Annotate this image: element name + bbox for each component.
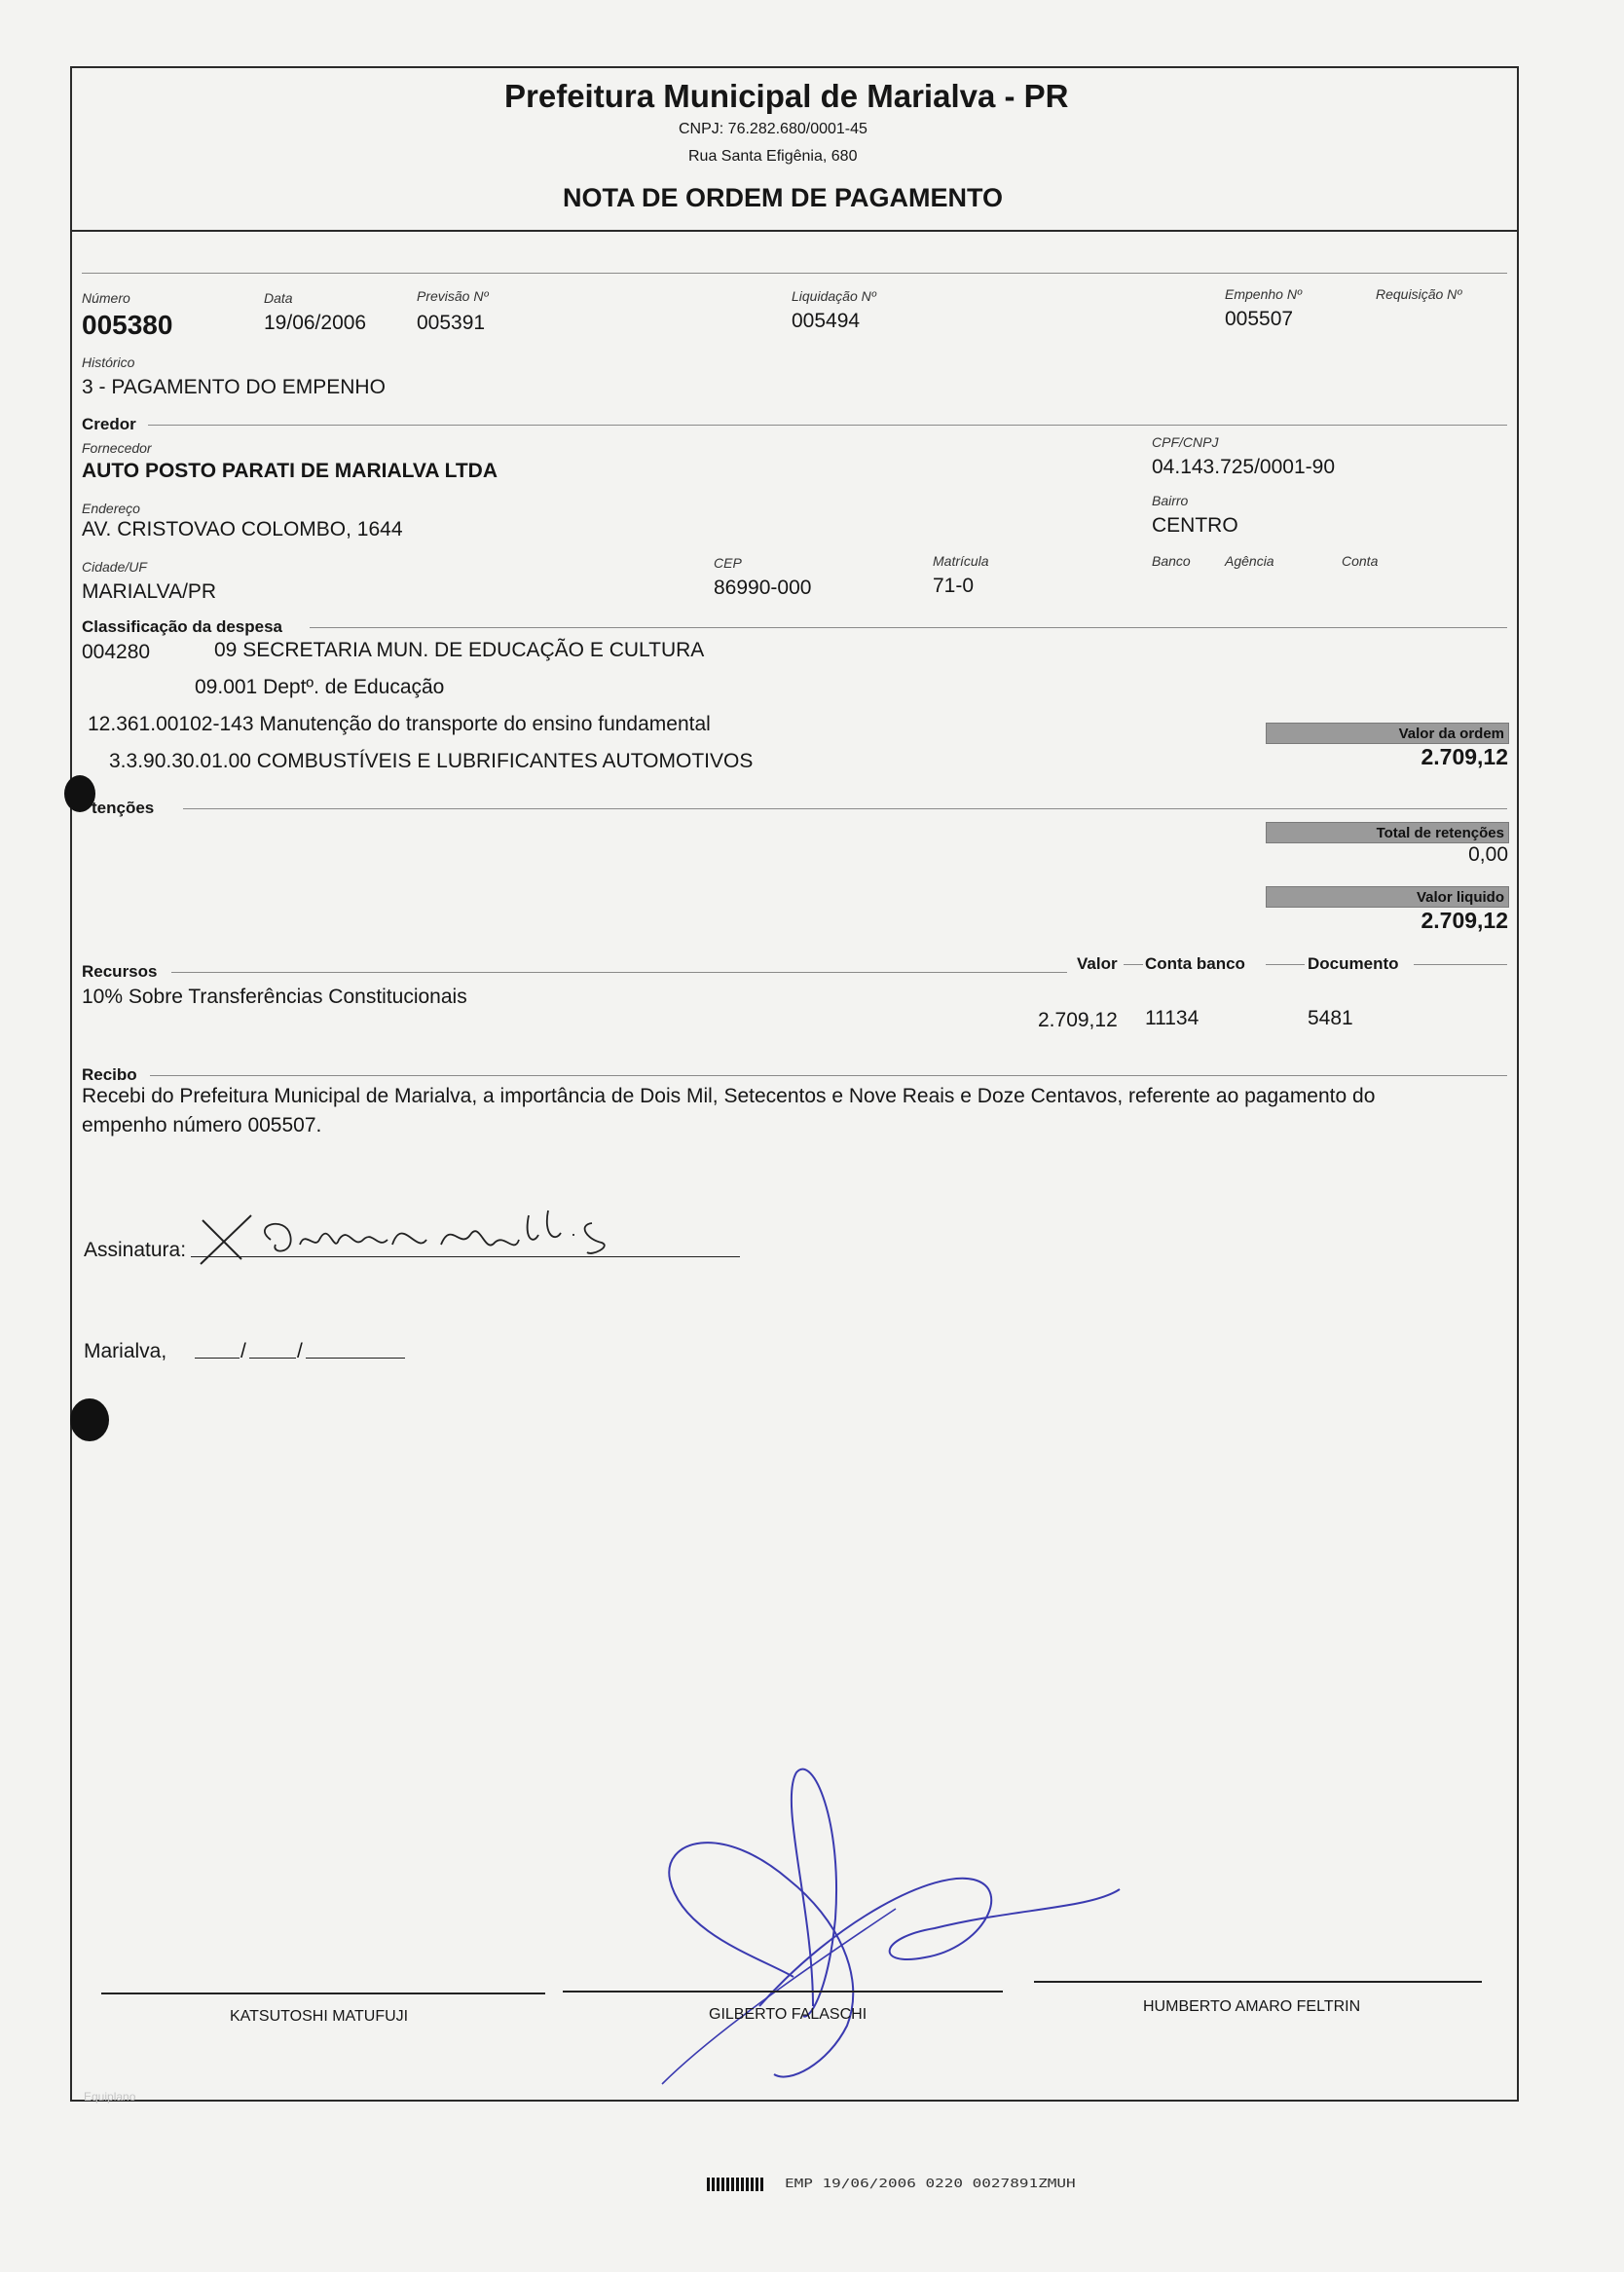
signature-name-2: GILBERTO FALASCHI [709,2006,867,2023]
recursos-documento-label: Documento [1308,954,1399,973]
data-value: 19/06/2006 [264,312,367,334]
numero-label: Número [82,290,130,306]
cidade-value: MARIALVA/PR [82,580,217,603]
header-title: Prefeitura Municipal de Marialva - PR [504,78,1069,114]
recibo-line [150,1075,1507,1076]
recibo-text-line1: Recebi do Prefeitura Municipal de Marialva, a importância de Dois Mil, Setecentos e Nove Reais e Doze Centavos, referente ao pagamento do [82,1085,1376,1107]
total-retencoes-label: Total de retenções [1376,825,1504,841]
cep-value: 86990-000 [714,577,812,599]
classificacao-section-title: Classificação da despesa [82,617,283,636]
authority-signature [643,1763,1149,2094]
valor-liquido-bar [1266,886,1509,908]
signature-name-3: HUMBERTO AMARO FELTRIN [1143,1998,1361,2015]
numero-value: 005380 [82,310,173,340]
valor-ordem-label: Valor da ordem [1398,726,1504,742]
date-separator-2: / [297,1340,303,1362]
recursos-line-b [1124,964,1143,965]
equiplano-watermark: Equiplano [84,2090,136,2104]
cpf-value: 04.143.725/0001-90 [1152,456,1336,478]
valor-liquido-label: Valor liquido [1416,889,1504,906]
local-label: Marialva, [84,1340,167,1362]
signature-line-3 [1034,1981,1482,1983]
header-cnpj: CNPJ: 76.282.680/0001-45 [679,121,867,137]
recibo-section-title: Recibo [82,1065,137,1084]
empenho-label: Empenho Nº [1225,286,1303,302]
recursos-line-c [1266,964,1305,965]
assinatura-label: Assinatura: [84,1239,187,1261]
info-top-line [82,273,1507,274]
fornecedor-label: Fornecedor [82,440,152,456]
data-label: Data [264,290,293,306]
recursos-conta: 11134 [1145,1007,1200,1029]
fornecedor-value: AUTO POSTO PARATI DE MARIALVA LTDA [82,460,498,482]
classificacao-line3: 12.361.00102-143 Manutenção do transporte do ensino fundamental [88,713,711,735]
requisicao-label: Requisição Nº [1376,286,1462,302]
recursos-valor: 2.709,12 [1038,1009,1118,1031]
agencia-label: Agência [1225,553,1274,569]
classificacao-line1: 09 SECRETARIA MUN. DE EDUCAÇÃO E CULTURA [214,639,705,661]
retencoes-section-title: tenções [92,799,155,817]
previsao-value: 005391 [417,312,486,334]
total-retencoes-bar [1266,822,1509,843]
signature-line-2 [563,1991,1003,1993]
valor-ordem-value: 2.709,12 [1421,744,1508,769]
total-retencoes-value: 0,00 [1468,843,1508,866]
classificacao-code: 004280 [82,641,151,663]
bairro-label: Bairro [1152,493,1189,508]
empenho-value: 005507 [1225,308,1294,330]
header-divider [70,230,1519,232]
recursos-line [171,972,1067,973]
header-address: Rua Santa Efigênia, 680 [688,148,858,165]
recursos-documento: 5481 [1308,1007,1353,1029]
date-separator-1: / [240,1340,246,1362]
retencoes-line [183,808,1507,809]
recursos-descricao: 10% Sobre Transferências Constitucionais [82,986,467,1008]
recipient-signature [193,1196,641,1274]
matricula-value: 71-0 [933,575,975,597]
classificacao-line4: 3.3.90.30.01.00 COMBUSTÍVEIS E LUBRIFICANTES AUTOMOTIVOS [109,750,754,772]
endereco-label: Endereço [82,501,140,516]
liquidacao-value: 005494 [792,310,861,332]
signature-line-1 [101,1993,545,1994]
valor-ordem-bar [1266,723,1509,744]
credor-line [148,425,1507,426]
protocol-stamp: EMP 19/06/2006 0220 0027891ZMUH [785,2175,1076,2191]
cidade-label: Cidade/UF [82,559,147,575]
date-year-line [306,1358,405,1359]
recursos-line-d [1414,964,1507,965]
valor-liquido-value: 2.709,12 [1421,908,1508,933]
cep-label: CEP [714,555,742,571]
bairro-value: CENTRO [1152,514,1238,537]
punch-hole-mark-2 [70,1398,109,1441]
recursos-valor-label: Valor [1077,954,1118,973]
recibo-text-line2: empenho número 005507. [82,1114,322,1136]
cpf-label: CPF/CNPJ [1152,434,1219,450]
document-title: NOTA DE ORDEM DE PAGAMENTO [563,183,1004,212]
banco-label: Banco [1152,553,1191,569]
matricula-label: Matrícula [933,553,989,569]
conta-label: Conta [1342,553,1379,569]
previsao-label: Previsão Nº [417,288,489,304]
liquidacao-label: Liquidação Nº [792,288,876,304]
recursos-conta-label: Conta banco [1145,954,1245,973]
signature-name-1: KATSUTOSHI MATUFUJI [230,2008,409,2025]
recursos-section-title: Recursos [82,962,158,981]
classificacao-line2: 09.001 Deptº. de Educação [195,676,445,698]
endereco-value: AV. CRISTOVAO COLOMBO, 1644 [82,518,403,540]
historico-value: 3 - PAGAMENTO DO EMPENHO [82,376,386,398]
date-day-line [195,1358,240,1359]
date-month-line [249,1358,296,1359]
credor-section-title: Credor [82,415,136,433]
barcode-mark [707,2178,763,2191]
historico-label: Histórico [82,354,135,370]
classificacao-line [310,627,1507,628]
